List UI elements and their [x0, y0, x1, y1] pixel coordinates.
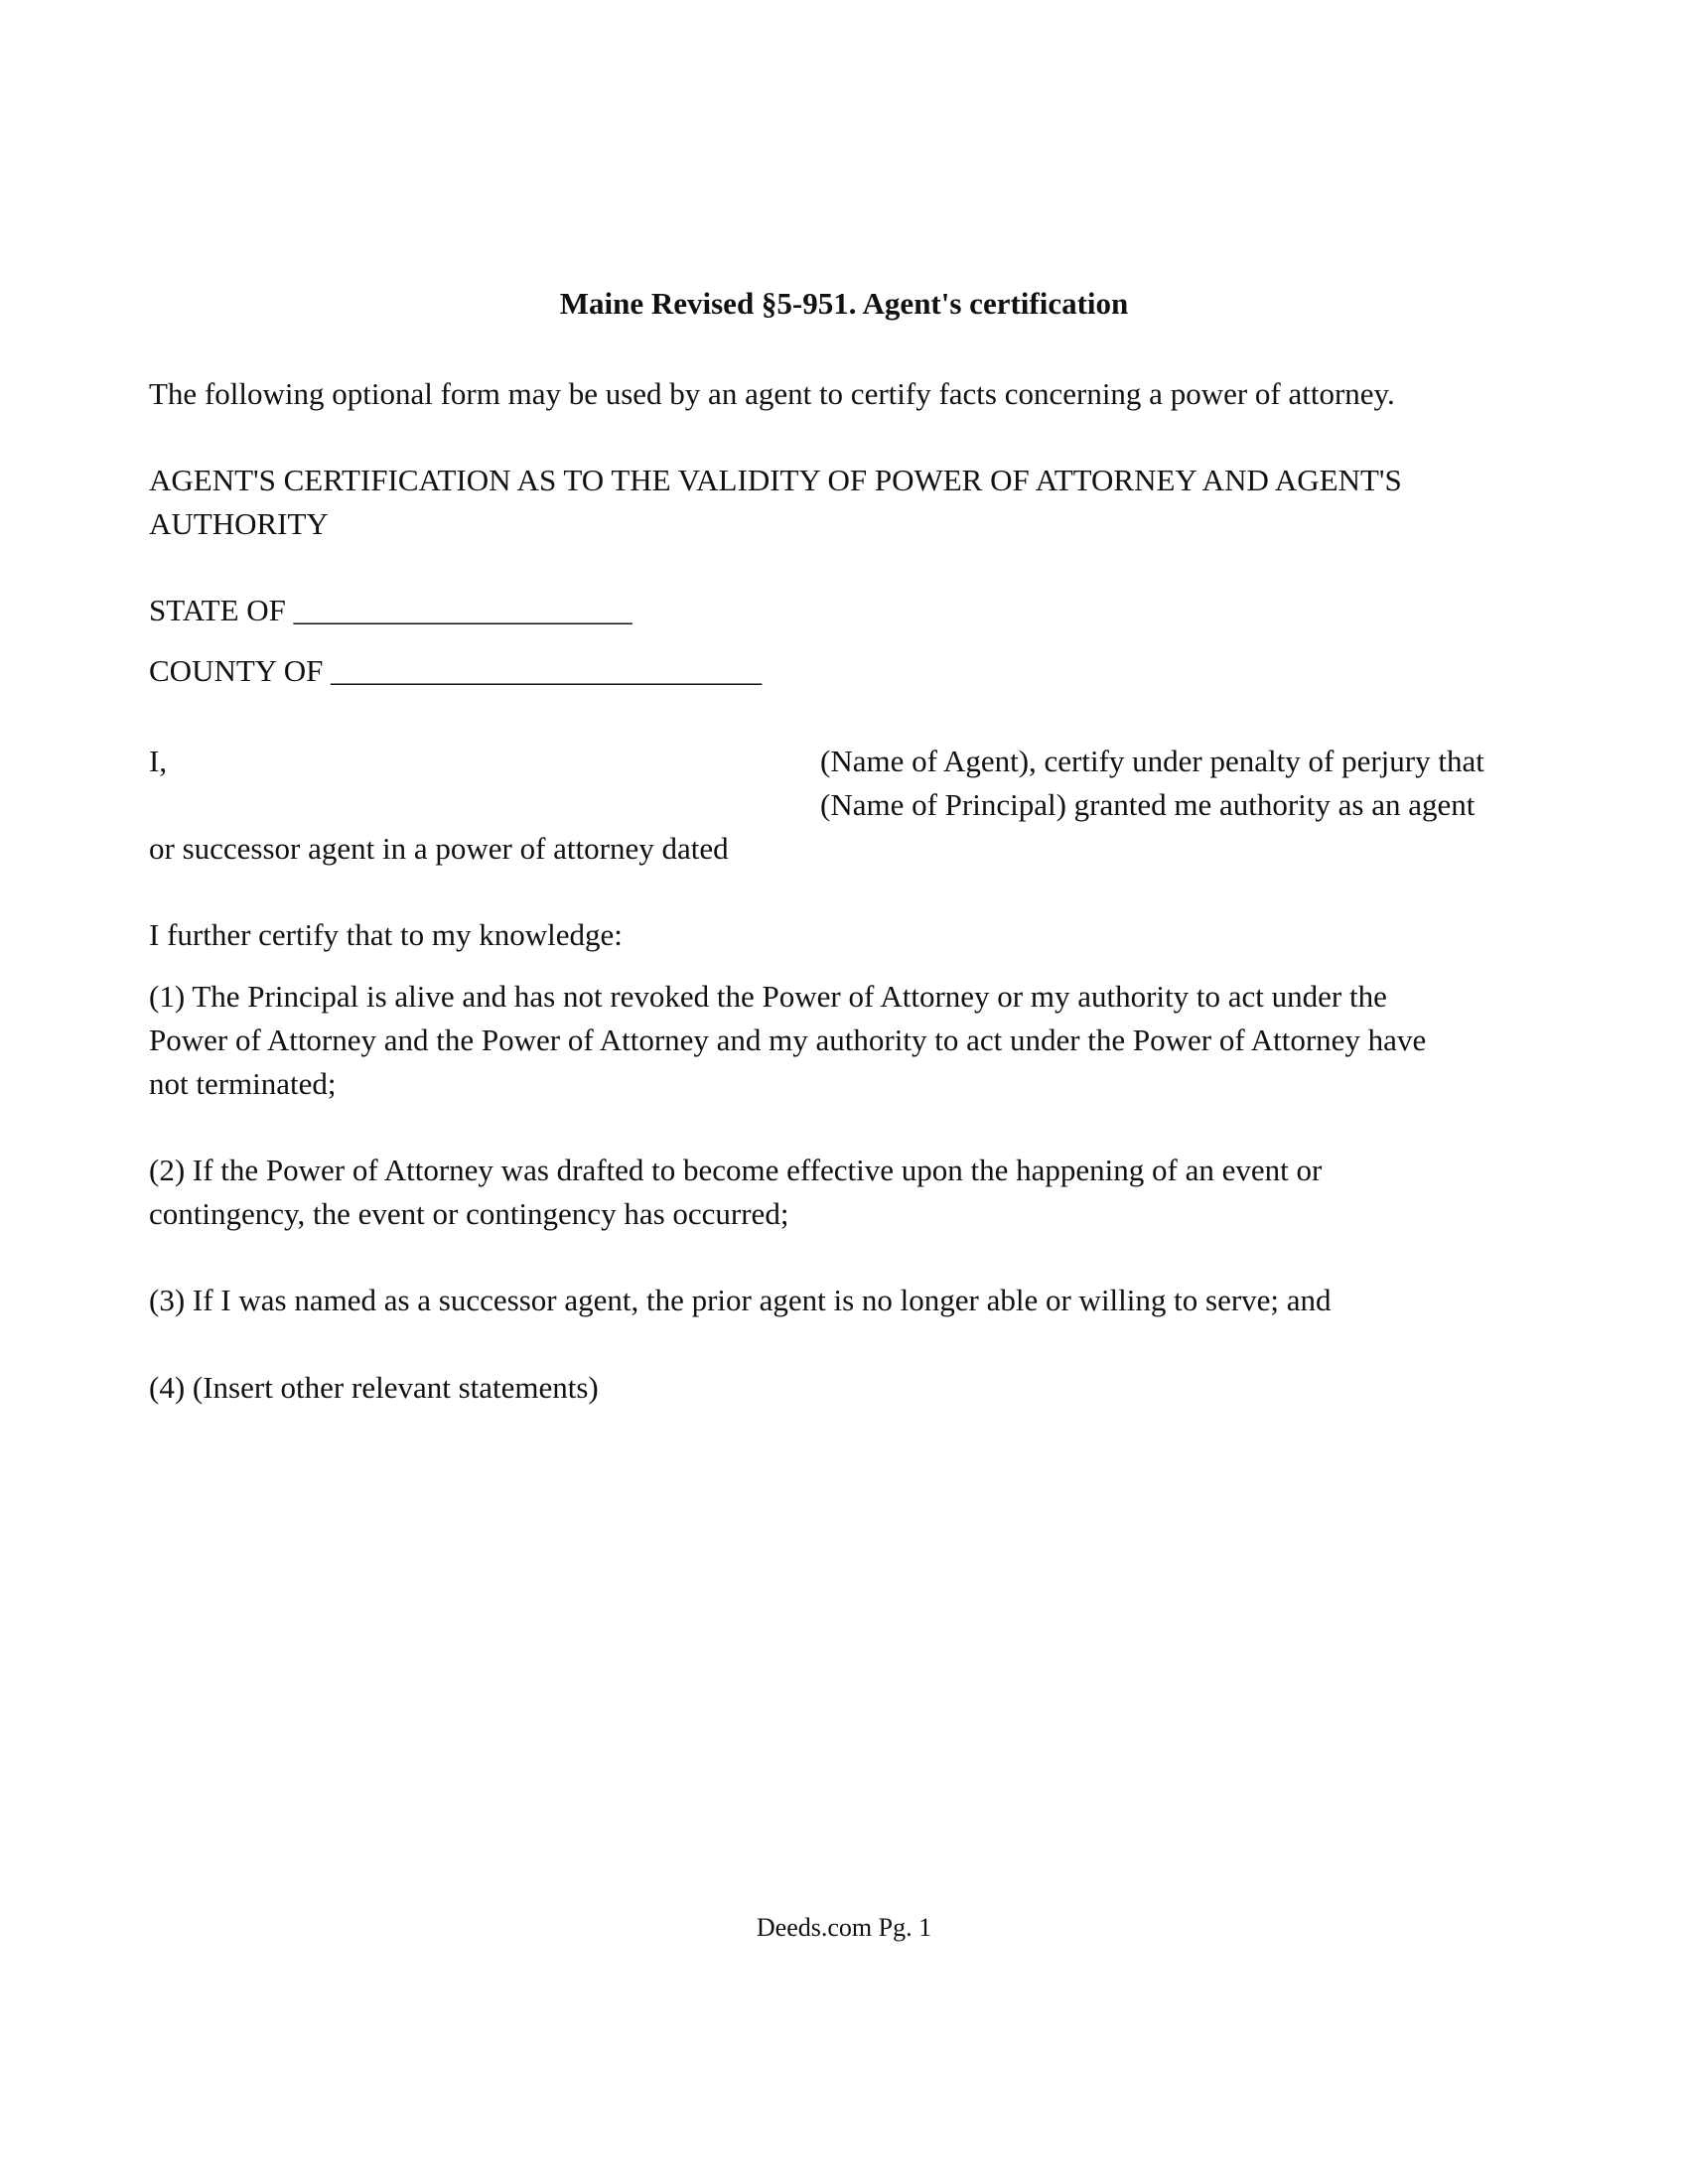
certification-heading-line-2: AUTHORITY — [149, 506, 329, 541]
document-title: Maine Revised §5-951. Agent's certification — [559, 286, 1129, 321]
state-field[interactable]: ______________________ — [293, 593, 633, 627]
item-1-line-1: (1) The Principal is alive and has not revoked the Power of Attorney or my authority to act under the — [149, 979, 1387, 1014]
certification-heading-line-1: AGENT'S CERTIFICATION AS TO THE VALIDITY OF POWER OF ATTORNEY AND AGENT'S — [149, 463, 1402, 497]
item-4-line-1: (4) (Insert other relevant statements) — [149, 1370, 599, 1405]
state-label: STATE OF — [149, 593, 286, 627]
item-2-line-2: contingency, the event or contingency has occurred; — [149, 1196, 789, 1231]
intro-paragraph: The following optional form may be used by an agent to certify facts concerning a power of attorney. — [149, 376, 1395, 411]
county-label: COUNTY OF — [149, 653, 324, 688]
certify-i-text: I, — [149, 744, 168, 778]
page-footer: Deeds.com Pg. 1 — [756, 1913, 932, 1942]
knowledge-statement: I further certify that to my knowledge: — [149, 917, 623, 952]
name-of-agent-text: (Name of Agent), certify under penalty of perjury that — [820, 744, 1484, 778]
state-line — [149, 589, 633, 632]
county-line — [149, 649, 762, 693]
item-3-line-1: (3) If I was named as a successor agent, the prior agent is no longer able or willing to serve; and — [149, 1283, 1332, 1317]
item-1-line-3: not terminated; — [149, 1066, 337, 1101]
name-of-principal-text: (Name of Principal) granted me authority as an agent — [820, 787, 1476, 822]
successor-agent-text: or successor agent in a power of attorney dated — [149, 831, 729, 866]
item-1-line-2: Power of Attorney and the Power of Attorney and my authority to act under the Power of Attorney have — [149, 1023, 1427, 1057]
county-field[interactable]: ____________________________ — [331, 653, 763, 688]
item-2-line-1: (2) If the Power of Attorney was drafted to become effective upon the happening of an event or — [149, 1153, 1323, 1187]
